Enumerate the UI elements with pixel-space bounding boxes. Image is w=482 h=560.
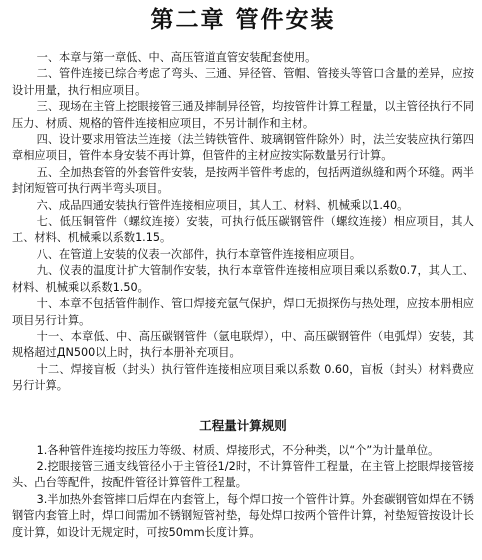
rule-item: 1.各种管件连接均按压力等级、材质、焊接形式，不分种类，以“个”为计量单位。 — [36, 443, 440, 457]
paragraph: 一、本章与第一章低、中、高压管道直管安装配套使用。 — [36, 51, 317, 64]
paragraph: 三、现场在主管上挖眼接管三通及摔制异径管，均按管件计算工程量，以主管径执行不同压力、材质、规格的管件连接相应项目，不另计制作和主材。 — [12, 100, 474, 130]
section-title: 工程量计算规则 — [199, 417, 287, 433]
chapter-title: 第二章 管件安装 — [150, 6, 336, 33]
paragraph: 六、成品四通安装执行管件连接相应项目，其人工、材料、机械乘以1.40。 — [36, 198, 409, 212]
paragraph: 二、管件连接已综合考虑了弯头、三通、异径管、管帽、管接头等管口含量的差异，应按设计用量，执行相应项目。 — [12, 67, 474, 97]
calculation-rules — [12, 443, 474, 541]
rule-item: 2.挖眼接管三通支线管径小于主管径1/2时，不计算管件工程量，在主管上挖眼焊接管接头、凸台等配件，按配件管径计算管件工程量。 — [12, 459, 474, 490]
paragraph: 九、仪表的温度计扩大管制作安装，执行本章管件连接相应项目乘以系数0.7，其人工、材料、机械乘以系数1.50。 — [12, 264, 474, 294]
paragraph: 四、设计要求用管法兰连接（法兰铸铁管件、玻璃钢管件除外）时，法兰安装应执行第四章相应项目，管件本身安装不再计算，但管件的主材应按实际数量另行计算。 — [12, 133, 474, 163]
paragraph: 十二、焊接盲板（封头）执行管件连接相应项目乘以系数 0.60，盲板（封头）材料费应另行计算。 — [12, 362, 474, 393]
paragraph: 十一、本章低、中、高压碳钢管件（氩电联焊），中、高压碳钢管件（电弧焊）安装，其规格超过ДN500以上时，执行本册补充项目。 — [12, 329, 474, 360]
paragraph: 五、全加热套管的外套管件安装，是按两半管件考虑的，包括两道纵缝和两个环缝。两半封闭短管可执行两半弯头项目。 — [12, 165, 474, 196]
paragraph: 七、低压铜管件（螺纹连接）安装，可执行低压碳钢管件（螺纹连接）相应项目，其人工、材料、机械乘以系数1.15。 — [12, 215, 474, 245]
chapter-body — [12, 50, 474, 395]
rule-item: 3.半加热外套管摔口后焊在内套管上，每个焊口按一个管件计算。外套碳钢管如焊在不锈钢管内套管上时，焊口间需加不锈钢短管衬垫，每处焊口按两个管件计算，衬垫短管按设计长度计算，如设计无规定时，可按50mm长度计算。 — [12, 492, 474, 539]
paragraph: 十、本章不包括管件制作、管口焊接充氩气保护，焊口无损探伤与热处理，应按本册相应项目另行计算。 — [12, 297, 474, 327]
paragraph: 八、在管道上安装的仪表一次部件，执行本章管件连接相应项目。 — [36, 247, 362, 261]
